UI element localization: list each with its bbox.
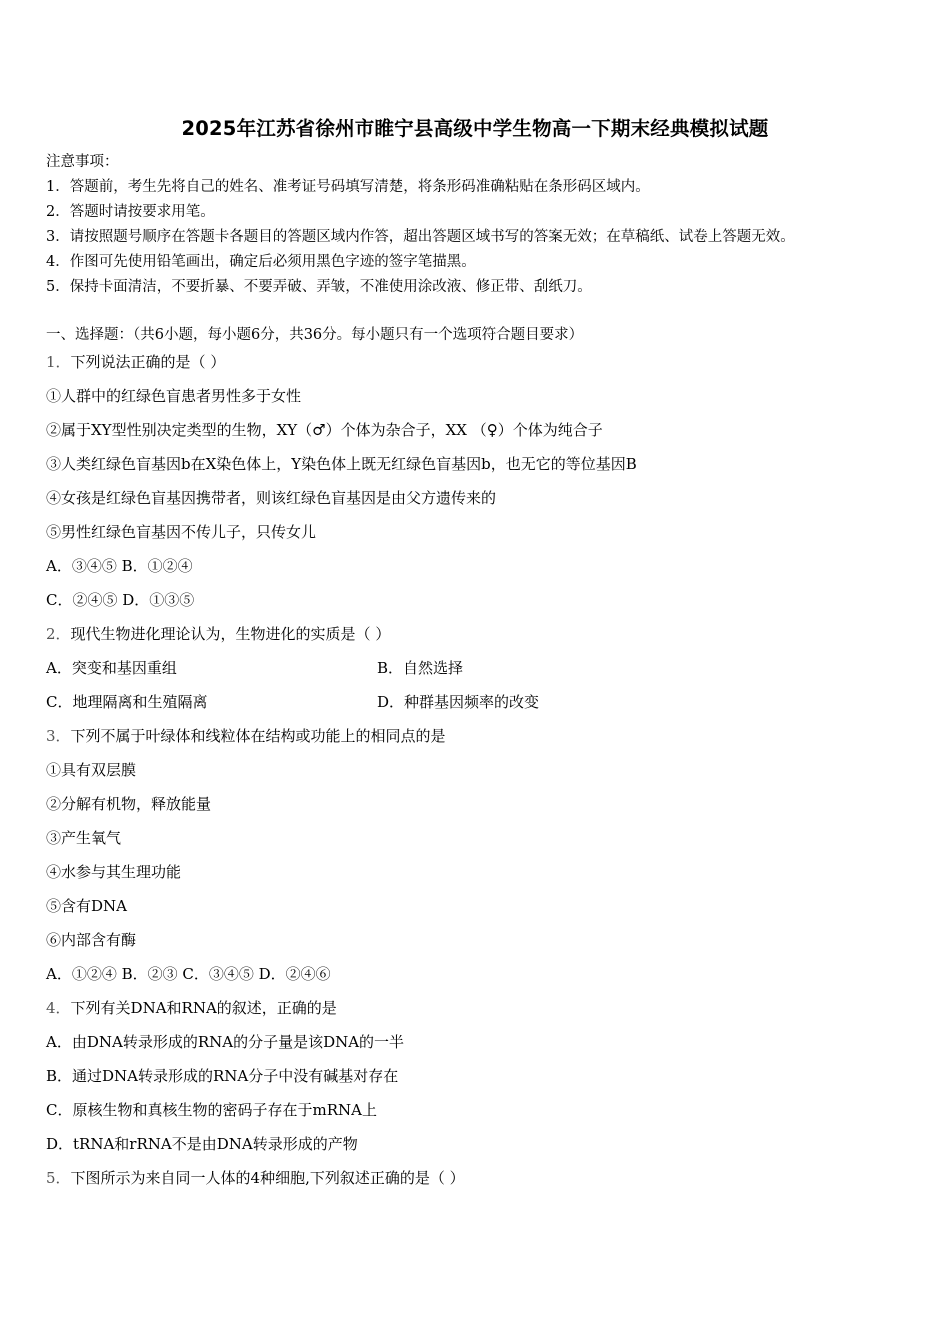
question-4 (46, 994, 926, 1028)
document-title: 2025年江苏省徐州市睢宁县高级中学生物高一下期末经典模拟试题 (181, 117, 769, 140)
option-c: C．原核生物和真核生物的密码子存在于mRNA上 (46, 1101, 377, 1119)
option-c: C．地理隔离和生殖隔离 (46, 693, 208, 711)
question-number: 1． (46, 353, 71, 371)
answer-options: A．③④⑤ B．①②④ (46, 557, 193, 575)
question-stem: 下列有关DNA和RNA的叙述，正确的是 (70, 999, 337, 1017)
question-5 (46, 1164, 926, 1198)
statement: ⑤男性红绿色盲基因不传儿子，只传女儿 (46, 523, 317, 541)
option-a: A．突变和基因重组 (46, 659, 177, 677)
option-b: B．自然选择 (377, 659, 464, 677)
statement: ④水参与其生理功能 (46, 863, 182, 881)
section-heading: 一、选择题：（共6小题，每小题6分，共36分。每小题只有一个选项符合题目要求） (46, 327, 584, 343)
question-2 (46, 620, 926, 654)
notice-item: 5．保持卡面清洁，不要折暴、不要弄破、弄皱，不准使用涂改液、修正带、刮纸刀。 (46, 279, 592, 295)
question-number: 4． (46, 999, 71, 1017)
question-1 (46, 348, 926, 382)
question-stem: 下图所示为来自同一人体的4种细胞,下列叙述正确的是（ ） (70, 1169, 465, 1187)
notice-item: 2．答题时请按要求用笔。 (46, 204, 215, 220)
question-content (46, 322, 926, 1198)
notice-item: 4．作图可先使用铅笔画出，确定后必须用黑色字迹的签字笔描黑。 (46, 254, 476, 270)
option-b: B．通过DNA转录形成的RNA分子中没有碱基对存在 (46, 1067, 399, 1085)
answer-options: C．②④⑤ D．①③⑤ (46, 591, 195, 609)
question-number: 2． (46, 625, 71, 643)
option-d: D．tRNA和rRNA不是由DNA转录形成的产物 (46, 1135, 358, 1153)
question-stem: 下列说法正确的是（ ） (70, 353, 226, 371)
notice-item: 1．答题前，考生先将自己的姓名、准考证号码填写清楚，将条形码准确粘贴在条形码区域内。 (46, 179, 650, 195)
statement: ②分解有机物，释放能量 (46, 795, 212, 813)
notice-block (46, 150, 795, 300)
notice-heading: 注意事项： (46, 154, 119, 170)
question-stem: 现代生物进化理论认为，生物进化的实质是（ ） (70, 625, 391, 643)
notice-item: 3．请按照题号顺序在答题卡各题目的答题区域内作答，超出答题区域书写的答案无效；在草稿纸、试卷上答题无效。 (46, 229, 795, 245)
question-number: 5． (46, 1169, 71, 1187)
option-a: A．由DNA转录形成的RNA的分子量是该DNA的一半 (46, 1033, 405, 1051)
statement: ①具有双层膜 (46, 761, 137, 779)
statement: ③人类红绿色盲基因b在X染色体上，Y染色体上既无红绿色盲基因b，也无它的等位基因B (46, 455, 637, 473)
answer-options: A．①②④ B．②③ C．③④⑤ D．②④⑥ (46, 965, 331, 983)
statement: ⑤含有DNA (46, 897, 127, 915)
answer-options-row (46, 654, 926, 688)
question-number: 3． (46, 727, 71, 745)
statement: ③产生氧气 (46, 829, 122, 847)
question-stem: 下列不属于叶绿体和线粒体在结构或功能上的相同点的是 (70, 727, 446, 745)
statement: ④女孩是红绿色盲基因携带者，则该红绿色盲基因是由父方遗传来的 (46, 489, 497, 507)
question-3 (46, 722, 926, 756)
answer-options-row (46, 688, 926, 722)
option-d: D．种群基因频率的改变 (377, 693, 540, 711)
statement: ⑥内部含有酶 (46, 931, 137, 949)
statement: ①人群中的红绿色盲患者男性多于女性 (46, 387, 302, 405)
statement: ②属于XY型性别决定类型的生物，XY（♂）个体为杂合子，XX （♀）个体为纯合子 (46, 421, 603, 439)
